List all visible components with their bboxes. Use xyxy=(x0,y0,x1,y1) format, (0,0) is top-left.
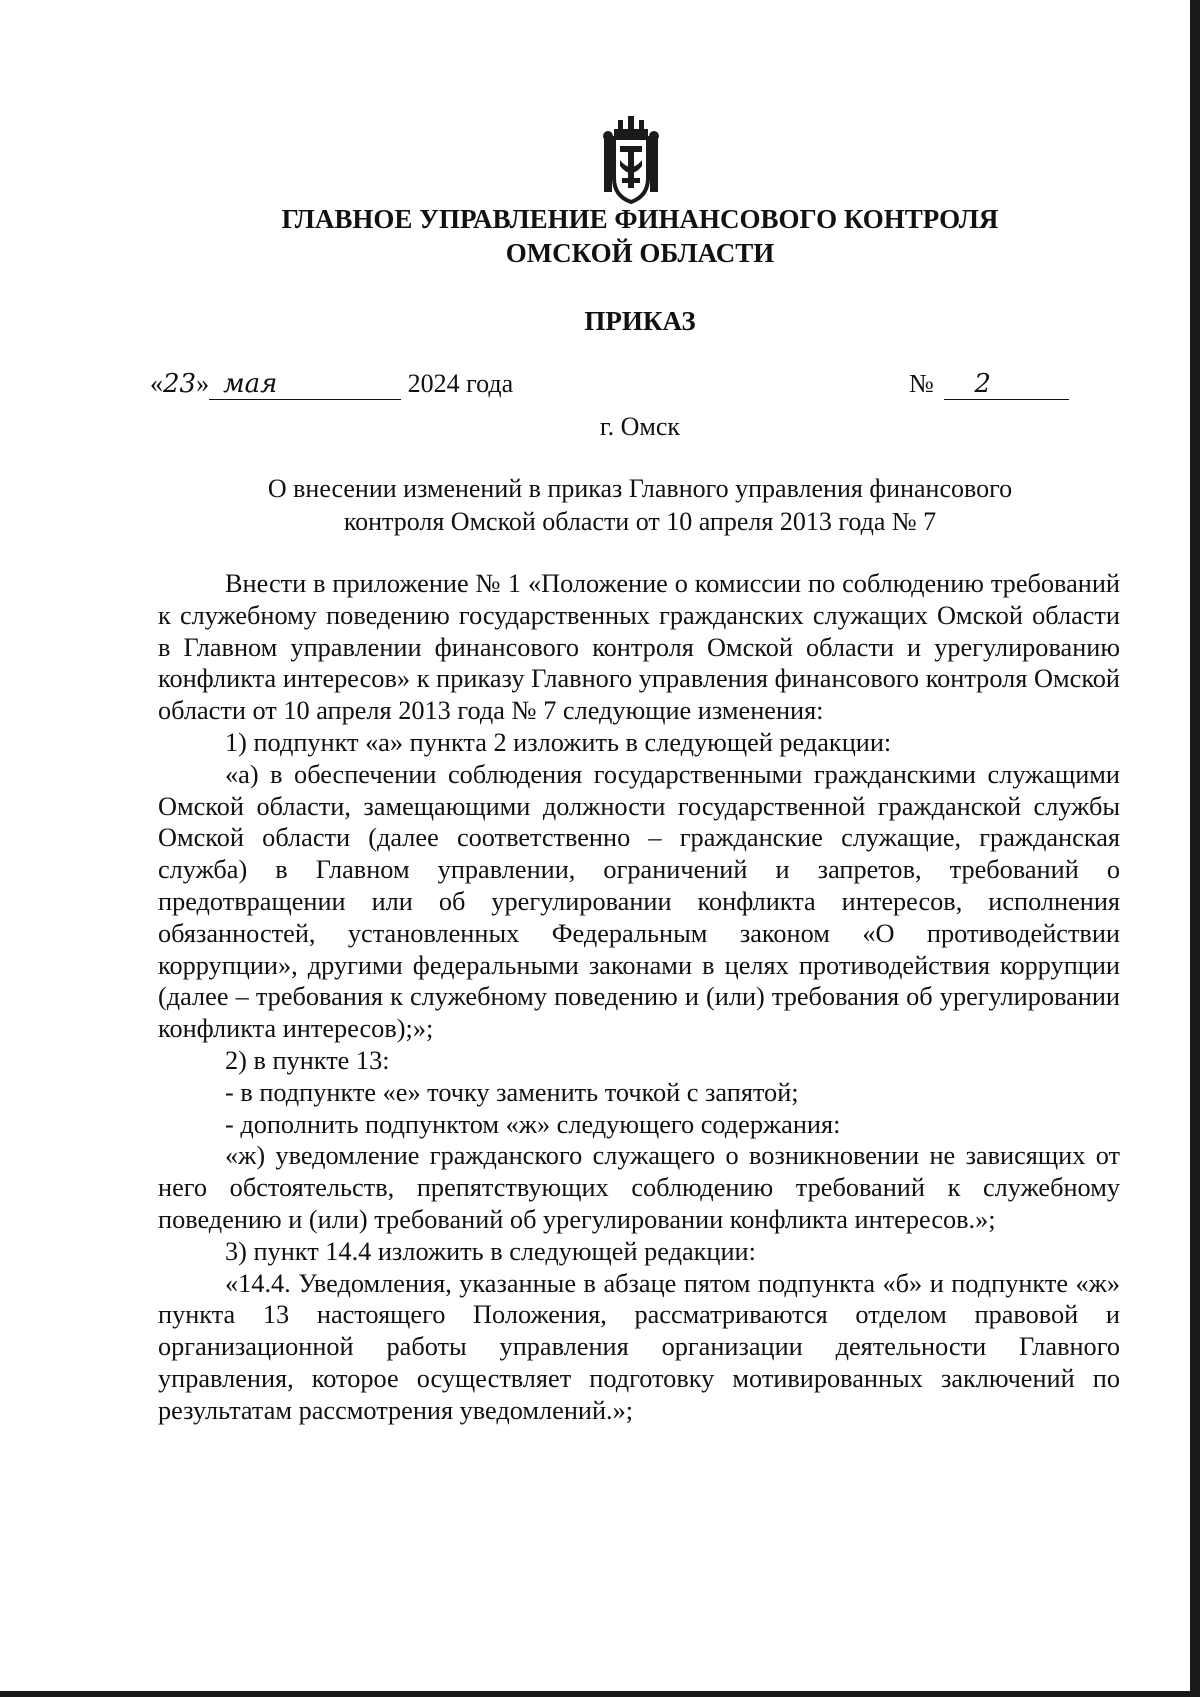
date-open-quote: « xyxy=(150,369,163,398)
body-paragraph: «14.4. Уведомления, указанные в абзаце пятом подпункта «б» и подпункте «ж» пункта 13 настоящего Положения, рассматриваются отделом правовой и организационной работы управления организации деятельности Главного управления, которое осуществляет подготовку мотивированных заключений по результатам рассмотрения уведомлений.»; xyxy=(158,1268,1120,1425)
scan-edge-bottom xyxy=(0,1691,1200,1697)
coat-of-arms-emblem xyxy=(598,116,664,206)
date-close-quote: » xyxy=(196,369,210,398)
document-type-title: ПРИКАЗ xyxy=(584,306,696,336)
scan-edge-right xyxy=(1190,0,1200,1697)
subject-line2: контроля Омской области от 10 апреля 2013 года № 7 xyxy=(343,507,937,536)
body-paragraph: - в подпункте «е» точку заменить точкой с запятой; xyxy=(225,1077,799,1107)
number-value-handwritten: 2 xyxy=(974,369,991,399)
body-paragraph: 3) пункт 14.4 изложить в следующей редакции: xyxy=(225,1236,756,1266)
body-paragraph: 1) подпункт «а» пункта 2 изложить в следующей редакции: xyxy=(225,727,892,757)
organization-header xyxy=(160,202,1120,270)
date-day-handwritten: 23 xyxy=(163,369,197,399)
organization-name-line1: ГЛАВНОЕ УПРАВЛЕНИЕ ФИНАНСОВОГО КОНТРОЛЯ xyxy=(281,204,999,234)
body-paragraph: 2) в пункте 13: xyxy=(225,1045,390,1075)
city-name: г. Омск xyxy=(599,412,681,441)
organization-name-line2: ОМСКОЙ ОБЛАСТИ xyxy=(505,238,775,268)
body-paragraph: - дополнить подпунктом «ж» следующего содержания: xyxy=(225,1109,841,1139)
number-label: № xyxy=(909,369,934,398)
document-date xyxy=(150,369,513,400)
date-year: 2024 года xyxy=(407,369,514,398)
body-paragraph: «а) в обеспечении соблюдения государственными гражданскими служащими Омской области, замещающими должности государственной гражданской службы Омской области (далее соответственно – гражданские служащие, гражданская служба) в Главном управлении, ограничений и запретов, требований о предотвращении или об урегулировании конфликта интересов, исполнения обязанностей, установленных Федеральным законом «О противодействии коррупции», другими федеральными законами в целях противодействия коррупции (далее – требования к служебному поведению и (или) требования об урегулировании конфликта интересов);»; xyxy=(158,759,1120,1044)
order-body xyxy=(158,568,1120,1427)
order-subject xyxy=(160,472,1120,538)
body-paragraph: «ж) уведомление гражданского служащего о возникновении не зависящих от него обстоятельств, препятствующих соблюдению требований к служебному поведению и (или) требований об урегулировании конфликта интересов.»; xyxy=(158,1141,1120,1234)
date-month-handwritten: мая xyxy=(223,369,278,399)
subject-line1: О внесении изменений в приказ Главного управления финансового xyxy=(267,474,1013,503)
document-number xyxy=(909,369,1069,400)
body-paragraph: Внести в приложение № 1 «Положение о комиссии по соблюдению требований к служебному поведению государственных гражданских служащих Омской области в Главном управлении финансового контроля Омской области и урегулированию конфликта интересов» к приказу Главного управления финансового контроля Омской области от 10 апреля 2013 года № 7 следующие изменения: xyxy=(158,569,1120,726)
